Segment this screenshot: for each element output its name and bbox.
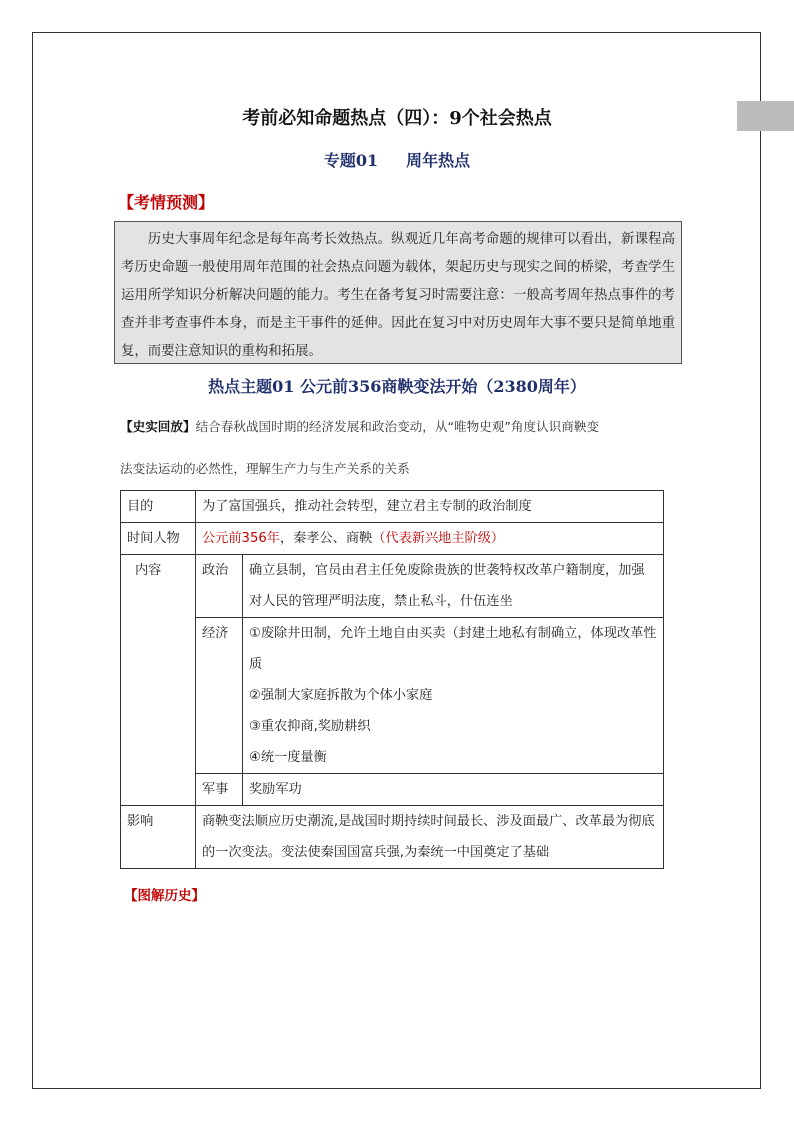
reform-table <box>120 490 664 869</box>
table-row-economy <box>121 618 664 774</box>
cell-economy-label: 经济 <box>196 618 243 774</box>
table-row-politics <box>121 555 664 618</box>
table-row-military <box>121 774 664 806</box>
document-title: 考前必知命题热点（四）：9个社会热点 <box>242 108 552 129</box>
review-paragraph <box>120 416 680 476</box>
cell-politics-label: 政治 <box>196 555 243 618</box>
cell-military-label: 军事 <box>196 774 243 806</box>
topic-heading: 热点主题01 公元前356商鞅变法开始（2380周年） <box>208 377 586 396</box>
cell-time-label: 时间人物 <box>121 523 196 555</box>
cell-impact-value: 商鞅变法顺应历史潮流,是战国时期持续时间最长、涉及面最广、改革最为彻底的一次变法。变法使秦国国富兵强,为秦统一中国奠定了基础 <box>196 806 664 869</box>
economy-item: ②强制大家庭拆散为个体小家庭 <box>249 688 433 703</box>
review-label: 【史实回放】 <box>120 419 196 434</box>
graph-history-label: 【图解历史】 <box>124 888 205 904</box>
cell-purpose-label: 目的 <box>121 491 196 523</box>
cell-impact-label: 影响 <box>121 806 196 869</box>
cell-economy-value <box>243 618 664 774</box>
time-note: （代表新兴地主阶级） <box>372 531 505 546</box>
economy-item: ④统一度量衡 <box>249 750 327 765</box>
economy-item: ①废除井田制，允许土地自由买卖（封建土地私有制确立，体现改革性质 <box>249 626 657 672</box>
time-people: 秦孝公、商鞅 <box>293 531 373 546</box>
subtitle <box>0 148 794 171</box>
cell-politics-value: 确立县制，官员由君主任免废除贵族的世袭特权改革户籍制度，加强对人民的管理严明法度，禁止私斗，什伍连坐 <box>243 555 664 618</box>
forecast-label: 【考情预测】 <box>118 193 215 212</box>
forecast-text: 历史大事周年纪念是每年高考长效热点。纵观近几年高考命题的规律可以看出，新课程高考历史命题一般使用周年范围的社会热点问题为载体，架起历史与现实之间的桥梁，考查学生运用所学知识分析解决问题的能力。考生在备考复习时需要注意：一般高考周年热点事件的考查并非考查事件本身，而是主干事件的延伸。因此在复习中对历史周年大事不要只是简单地重复，而要注意知识的重构和拓展。 <box>121 232 675 359</box>
cell-purpose-value: 为了富国强兵，推动社会转型，建立君主专制的政治制度 <box>196 491 664 523</box>
economy-item: ③重农抑商,奖励耕织 <box>249 719 371 734</box>
table-row-purpose <box>121 491 664 523</box>
cell-time-value <box>196 523 664 555</box>
review-text-2: 法变法运动的必然性，理解生产力与生产关系的关系 <box>120 461 410 476</box>
time-date: 公元前356年 <box>202 531 280 546</box>
subtitle-prefix: 专题01 <box>323 151 379 170</box>
cell-content-label: 内容 <box>121 555 196 806</box>
subtitle-name: 周年热点 <box>406 151 471 170</box>
forecast-box <box>114 221 682 364</box>
table-row-impact <box>121 806 664 869</box>
time-sep: ， <box>279 531 294 546</box>
review-text-1: 结合春秋战国时期的经济发展和政治变动，从“唯物史观”角度认识商鞅变 <box>195 419 600 434</box>
table-row-time-people <box>121 523 664 555</box>
cell-military-value: 奖励军功 <box>243 774 664 806</box>
